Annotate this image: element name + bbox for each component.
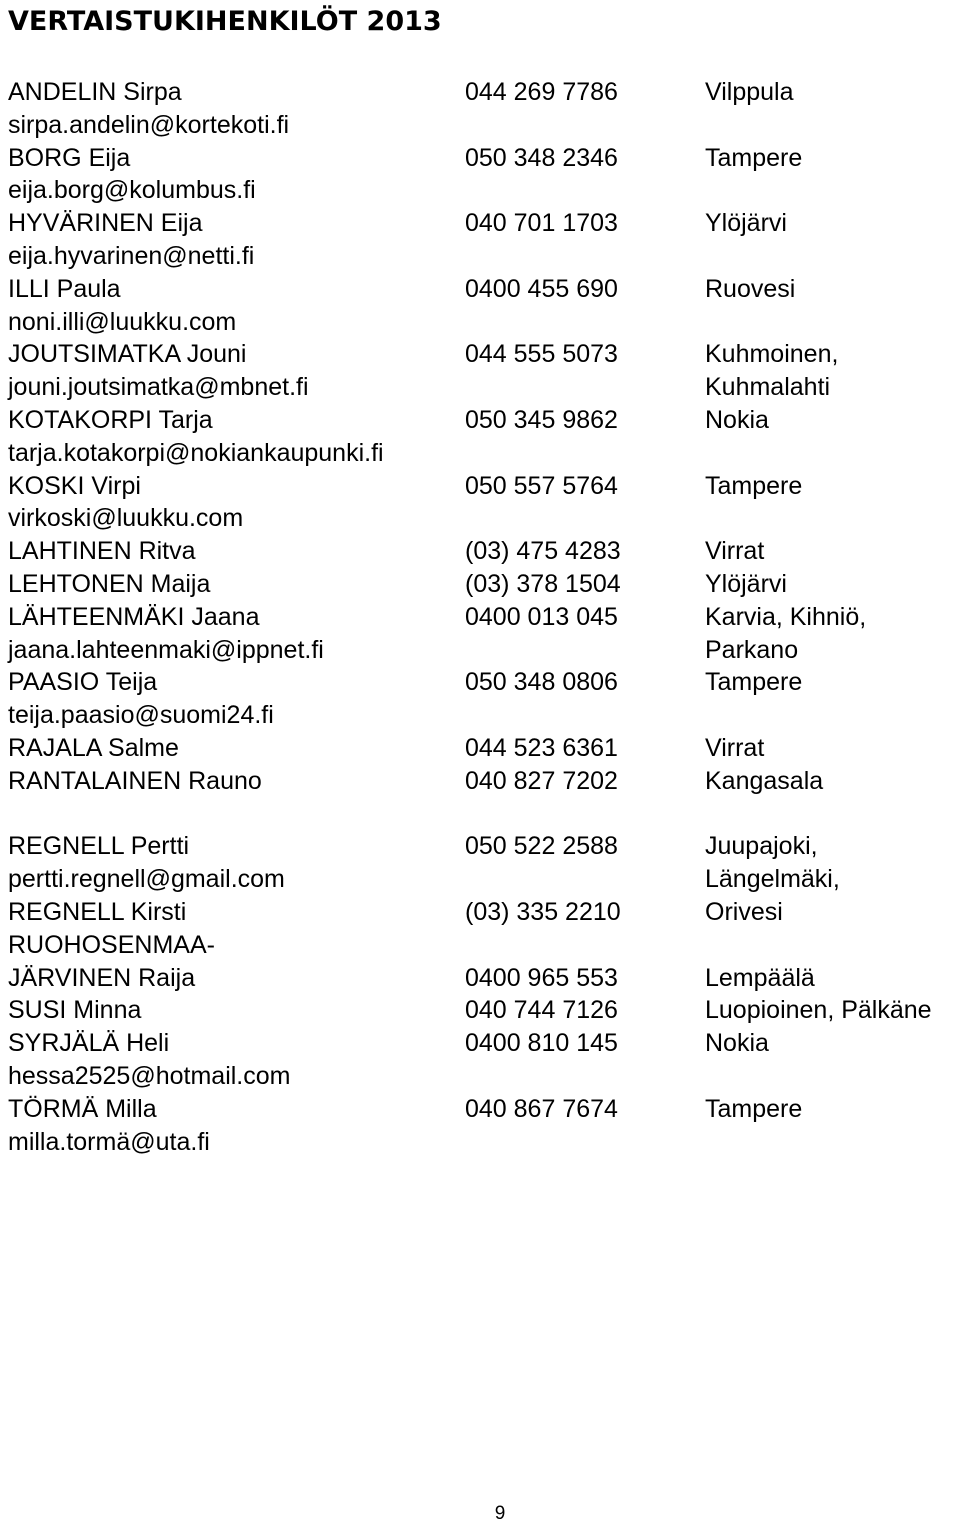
contact-name: BORG Eija [8, 143, 131, 172]
page-title: VERTAISTUKIHENKILÖT 2013 [8, 6, 442, 37]
list-item [0, 634, 960, 667]
contact-name: KOTAKORPI Tarja [8, 406, 213, 434]
contact-place: Kuhmoinen, [705, 340, 839, 369]
list-item [0, 371, 960, 404]
contact-phone: (03) 475 4283 [465, 537, 621, 566]
list-item [0, 1060, 960, 1093]
contact-place: Nokia [705, 406, 769, 434]
contact-place: Kuhmalahti [705, 373, 831, 402]
contact-phone: 040 827 7202 [465, 766, 618, 795]
contact-place: Tampere [705, 143, 803, 172]
list-item [0, 699, 960, 732]
contact-phone: (03) 335 2210 [465, 898, 621, 926]
list-item [0, 240, 960, 273]
list-item [0, 568, 960, 601]
contact-name: HYVÄRINEN Eija [8, 209, 203, 238]
contact-name: JÄRVINEN Raija [8, 963, 196, 992]
contact-place: Ruovesi [705, 274, 796, 303]
contact-name: LÄHTEENMÄKI Jaana [8, 602, 260, 631]
contact-name: pertti.regnell@gmail.com [8, 865, 285, 894]
list-item [0, 732, 960, 765]
contact-name: ILLI Paula [8, 274, 121, 303]
contact-name: JOUTSIMATKA Jouni [8, 340, 247, 369]
list-item [0, 338, 960, 371]
contact-phone: 0400 013 045 [465, 602, 618, 631]
list-item [0, 404, 960, 437]
contact-name: RUOHOSENMAA- [8, 930, 215, 959]
contact-phone: 050 348 0806 [465, 668, 618, 697]
contact-phone: 040 701 1703 [465, 209, 618, 238]
contact-name: SYRJÄLÄ Heli [8, 1029, 170, 1058]
contact-name: LAHTINEN Ritva [8, 537, 196, 566]
contact-place: Juupajoki, [705, 832, 818, 861]
contact-name: LEHTONEN Maija [8, 570, 211, 598]
contact-phone: 050 348 2346 [465, 143, 618, 172]
contact-place: Längelmäki, [705, 865, 840, 894]
contact-place: Nokia [705, 1029, 769, 1058]
list-item [0, 666, 960, 699]
contact-place: Luopioinen, Pälkäne [705, 996, 932, 1025]
contact-name: REGNELL Pertti [8, 832, 190, 861]
list-item [0, 962, 960, 995]
contact-name: REGNELL Kirsti [8, 898, 187, 926]
contact-phone: 044 523 6361 [465, 734, 618, 762]
contact-phone: 040 744 7126 [465, 996, 618, 1025]
contact-name: eija.borg@kolumbus.fi [8, 176, 256, 205]
contact-phone: 0400 965 553 [465, 963, 618, 992]
contact-place: Kangasala [705, 766, 824, 795]
list-item [0, 896, 960, 929]
contact-name: tarja.kotakorpi@nokiankaupunki.fi [8, 438, 384, 467]
contact-place: Ylöjärvi [705, 570, 787, 598]
list-item [0, 1027, 960, 1060]
contact-phone: (03) 378 1504 [465, 570, 621, 598]
page-number: 9 [494, 1503, 506, 1524]
contact-place: Lempäälä [705, 963, 815, 992]
contact-place: Karvia, Kihniö, [705, 602, 867, 631]
list-item [0, 863, 960, 896]
list-item [0, 437, 960, 470]
list-item [0, 470, 960, 503]
contact-place: Virrat [705, 537, 765, 566]
list-item [0, 994, 960, 1027]
list-item [0, 929, 960, 962]
contact-name: SUSI Minna [8, 996, 142, 1025]
contact-name: RAJALA Salme [8, 734, 179, 762]
contact-phone: 0400 455 690 [465, 274, 618, 303]
contact-name: virkoski@luukku.com [8, 504, 244, 533]
list-item [0, 535, 960, 568]
list-item [0, 174, 960, 207]
contact-place: Vilppula [705, 78, 794, 106]
list-item [0, 207, 960, 240]
contact-name: noni.illi@luukku.com [8, 307, 237, 336]
contact-name: hessa2525@hotmail.com [8, 1062, 291, 1090]
contact-name: milla.tormä@uta.fi [8, 1127, 210, 1156]
list-item [0, 306, 960, 339]
contact-phone: 044 555 5073 [465, 340, 618, 369]
contact-phone: 044 269 7786 [465, 78, 618, 106]
contact-name: jouni.joutsimatka@mbnet.fi [8, 373, 309, 402]
list-item [0, 1126, 960, 1159]
contact-name: sirpa.andelin@kortekoti.fi [8, 110, 290, 139]
contact-place: Tampere [705, 1094, 803, 1123]
contact-place: Tampere [705, 668, 803, 697]
contact-name: ANDELIN Sirpa [8, 78, 182, 106]
list-item [0, 830, 960, 863]
contact-place: Tampere [705, 471, 803, 500]
list-item [0, 765, 960, 798]
contact-name: teija.paasio@suomi24.fi [8, 701, 274, 730]
list-item [0, 273, 960, 306]
list-item [0, 109, 960, 142]
list-item [0, 1093, 960, 1126]
contact-name: RANTALAINEN Rauno [8, 766, 262, 795]
contact-name: TÖRMÄ Milla [8, 1094, 157, 1123]
contact-name: KOSKI Virpi [8, 471, 141, 500]
contact-name: PAASIO Teija [8, 668, 158, 697]
contact-phone: 050 557 5764 [465, 471, 618, 500]
contact-phone: 050 345 9862 [465, 406, 618, 434]
list-item [0, 76, 960, 109]
contact-place: Ylöjärvi [705, 209, 787, 238]
contact-place: Orivesi [705, 898, 783, 926]
list-item [0, 798, 960, 831]
list-item [0, 502, 960, 535]
contact-phone: 0400 810 145 [465, 1029, 618, 1058]
list-item [0, 142, 960, 175]
contact-place: Parkano [705, 635, 799, 664]
contact-name: eija.hyvarinen@netti.fi [8, 242, 255, 270]
contact-place: Virrat [705, 734, 765, 762]
contact-phone: 050 522 2588 [465, 832, 618, 861]
list-item [0, 601, 960, 634]
contact-name: jaana.lahteenmaki@ippnet.fi [8, 635, 324, 664]
contact-phone: 040 867 7674 [465, 1094, 618, 1123]
